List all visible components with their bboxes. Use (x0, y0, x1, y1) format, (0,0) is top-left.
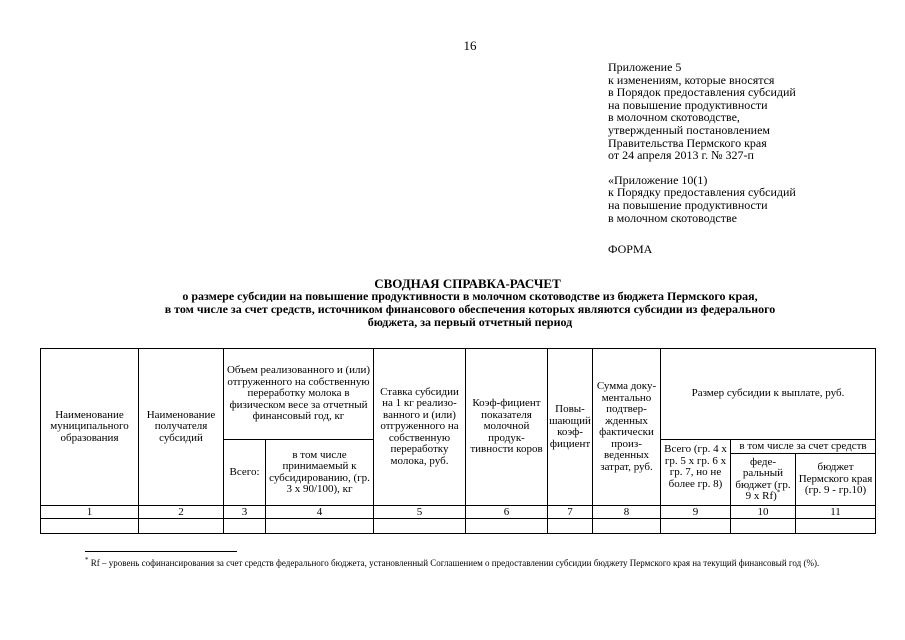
table-cell (593, 519, 661, 534)
table-cell (41, 519, 139, 534)
form-label: ФОРМА (608, 242, 653, 256)
column-number: 10 (731, 506, 796, 519)
column-number: 8 (593, 506, 661, 519)
column-number: 7 (548, 506, 593, 519)
footnote-text: Rf – уровень софинансирования за счет средств федерального бюджета, установленный Соглашением о предоставлении субсидии бюджету Пермского края на текущий финансовый год (%). (88, 558, 820, 568)
document-subtitle (70, 290, 870, 329)
footnote-marker: * (85, 556, 89, 564)
page-number: 16 (463, 38, 477, 53)
table-cell (796, 519, 876, 534)
header-documented-costs: Сумма доку-ментально подтвер-жденных фактически произ-веденных затрат, руб. (593, 349, 661, 506)
document-title: СВОДНАЯ СПРАВКА-РАСЧЕТ (374, 276, 561, 291)
header-including: в том числе за счет средств (731, 440, 876, 454)
appendix-line: на повышение продуктивности (608, 97, 768, 112)
column-number: 9 (661, 506, 731, 519)
column-number: 1 (41, 506, 139, 519)
appendix-block (608, 61, 898, 224)
appendix-line: Приложение 5 (608, 60, 682, 74)
header-municipality: Наименование муниципального образования (41, 349, 139, 506)
column-number: 3 (224, 506, 266, 519)
appendix-line: в Порядок предоставления субсидий (608, 85, 796, 100)
calculation-table (40, 348, 876, 534)
header-perm-budget: бюджет Пермского края (гр. 9 - гр.10) (796, 454, 876, 506)
header-productivity-coefficient: Коэф-фициент показателя молочной продук-тивности коров (466, 349, 548, 506)
header-total-subsidy: Всего (гр. 4 х гр. 5 х гр. 6 х гр. 7, но не более гр. 8) (661, 440, 731, 506)
column-number: 11 (796, 506, 876, 519)
column-number: 5 (374, 506, 466, 519)
footnote (85, 557, 875, 570)
appendix-line: в молочном скотоводстве, (608, 110, 740, 125)
column-number: 6 (466, 506, 548, 519)
appendix-line: к изменениям, которые вносятся (608, 72, 775, 87)
column-number: 2 (139, 506, 224, 519)
column-number: 4 (266, 506, 374, 519)
table-cell (374, 519, 466, 534)
appendix-line: на повышение продуктивности (608, 197, 768, 212)
table-cell (139, 519, 224, 534)
table-cell (266, 519, 374, 534)
footnote-divider (85, 551, 237, 552)
appendix-line: «Приложение 10(1) (608, 172, 708, 187)
header-raising-coefficient: Повы-шающий коэф-фициент (548, 349, 593, 506)
subtitle-line: в том числе за счет средств, источником финансового обеспечения которых являются субсидии из федерального (164, 302, 776, 316)
table-cell (731, 519, 796, 534)
header-subsidy-rate: Ставка субсидии на 1 кг реализо-ванного и (или) отгруженного на собственную переработку молока, руб. (374, 349, 466, 506)
header-subsidy-size: Размер субсидии к выплате, руб. (661, 349, 876, 440)
header-recipient: Наименование получателя субсидий (139, 349, 224, 506)
header-milk-volume: Объем реализованного и (или) отгруженного на собственную переработку молока в физическом весе за отчетный финансовый год, кг (224, 349, 374, 440)
table-cell (548, 519, 593, 534)
appendix-line: от 24 апреля 2013 г. № 327-п (608, 148, 754, 163)
subtitle-line: о размере субсидии на повышение продуктивности в молочном скотоводстве из бюджета Пермского края, (182, 289, 758, 303)
header-volume-total: Всего: (224, 440, 266, 506)
table-cell (661, 519, 731, 534)
appendix-line: Правительства Пермского края (608, 135, 767, 150)
header-volume-subsidized: в том числе принимаемый к субсидированию, (гр. 3 х 90/100), кг (266, 440, 374, 506)
table-cell (466, 519, 548, 534)
header-federal-budget: феде-ральный бюджет (гр. 9 х Rf)* (731, 454, 796, 506)
table-cell (224, 519, 266, 534)
appendix-line: утвержденный постановлением (608, 122, 770, 137)
subtitle-line: бюджета, за первый отчетный период (367, 315, 573, 329)
appendix-line: к Порядку предоставления субсидий (608, 185, 796, 200)
appendix-line: в молочном скотоводстве (608, 210, 737, 225)
